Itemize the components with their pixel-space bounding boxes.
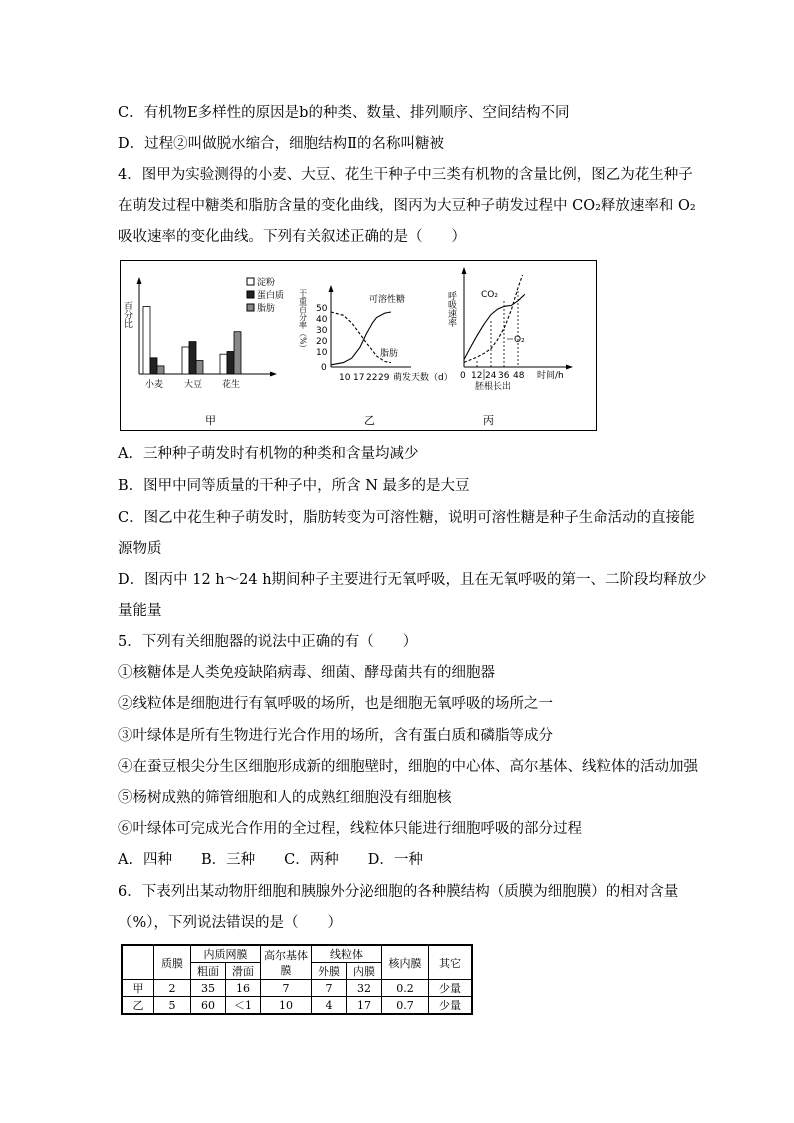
cell: 17 [347,997,382,1015]
statement-1: ①核糖体是人类免疫缺陷病毒、细菌、酵母菌共有的细胞器 [118,665,495,681]
caption-jia: 甲 [205,414,216,427]
cell: 少量 [429,997,473,1015]
yi-fat-label: 脂肪 [380,349,399,359]
yi-ytick-0: 0 [321,363,327,373]
th-zhimo: 质膜 [154,945,191,980]
cell: 16 [226,980,261,997]
cell: 0.2 [382,980,429,997]
bar-fat-0 [157,366,164,374]
bing-y-arrow [462,267,467,274]
bing-co2-curve [464,294,525,359]
option-b-q4: B．图甲中同等质量的干种子中，所含 N 最多的是大豆 [118,478,470,494]
jia-ylabel: 百分比 [122,301,132,328]
yi-sugar-label: 可溶性糖 [369,295,406,305]
jia-cat-0: 小麦 [145,380,164,390]
yi-ylabel: 干重百分率（%） [298,289,308,353]
th-gaoerji-text: 高尔基体膜 [264,948,308,977]
bing-xlabel: 时间/h [537,371,564,381]
bing-xtick-0: 0 [460,371,466,381]
option-a-q4: A．三种种子萌发时有机物的种类和含量均减少 [118,446,419,462]
bing-ylabel: 呼吸速率 [446,291,456,327]
yi-ytick-30: 30 [316,326,328,336]
caption-bing: 丙 [483,414,494,427]
th-neimo: 内膜 [347,963,382,980]
bing-xtick-36: 36 [498,371,510,381]
question-6-line-1: 6．下表列出某动物肝细胞和胰腺外分泌细胞的各种膜结构（质膜为细胞膜）的相对含量 [118,884,679,900]
legend-label-fat: 脂肪 [257,304,276,314]
figure-svg [121,261,598,432]
jia-cat-1: 大豆 [184,380,203,390]
question-4-line-1: 4．图甲为实验测得的小麦、大豆、花生干种子中三类有机物的含量比例，图乙为花生种子 [118,167,693,183]
bing-o2-curve [464,275,523,362]
bar-fat-1 [196,361,203,375]
cell: 少量 [429,980,473,997]
option-c-q4-line-1: C．图乙中花生种子萌发时，脂肪转变为可溶性糖，说明可溶性糖是种子生命活动的直接能 [118,510,695,526]
statement-5: ⑤杨树成熟的筛管细胞和人的成熟红细胞没有细胞核 [118,790,452,806]
bing-xtick-24: 24 [485,371,497,381]
bar-protein-1 [189,342,196,374]
cell: 2 [154,980,191,997]
statement-2: ②线粒体是细胞进行有氧呼吸的场所，也是细胞无氧呼吸的场所之一 [118,696,553,712]
th-waimo: 外膜 [312,963,347,980]
th-heneimo: 核内膜 [382,945,429,980]
table-row [122,997,472,1015]
bar-fat-2 [234,332,241,374]
option-d-q4-line-1: D．图丙中 12 h～24 h期间种子主要进行无氧呼吸，且在无氧呼吸的第一、二阶段均释放少 [118,572,707,588]
th-xianliti: 线粒体 [312,945,382,963]
yi-xtick-17: 17 [353,373,365,383]
cell: 10 [261,997,312,1015]
table-corner [122,945,154,980]
yi-ytick-40: 40 [316,315,328,325]
caption-yi: 乙 [364,414,375,427]
yi-xlabel: 萌发天数（d） [393,373,453,383]
th-cumian: 粗面 [191,963,226,980]
chart-bing [446,267,573,427]
bing-o2-label: O₂ [514,335,525,345]
bar-protein-0 [150,358,157,374]
th-qita: 其它 [429,945,473,980]
option-c-q4-line-2: 源物质 [118,541,162,557]
bing-xtick-48: 48 [513,371,525,381]
yi-y-arrow [329,285,334,292]
legend-label-protein: 蛋白质 [257,291,285,301]
statement-4: ④在蚕豆根尖分生区细胞形成新的细胞壁时，细胞的中心体、高尔基体、线粒体的活动加强 [118,759,698,775]
cell: 0.7 [382,997,429,1015]
bing-xtick-12: 12 [471,371,483,381]
figure-q4 [120,260,597,431]
statement-6: ⑥叶绿体可完成光合作用的全过程，线粒体只能进行细胞呼吸的部分过程 [118,821,582,837]
yi-xtick-10: 10 [339,373,351,383]
bar-starch-1 [182,347,189,374]
legend-swatch-starch [247,278,254,285]
table-header-row-1 [122,945,472,963]
option-d-q4-line-2: 量能量 [118,603,162,619]
cell: 32 [347,980,382,997]
option-d-q3: D．过程②叫做脱水缩合，细胞结构Ⅱ的名称叫糖被 [118,136,444,152]
yi-xtick-29: 29 [378,373,390,383]
th-neizhi: 内质网膜 [191,945,261,963]
yi-ytick-10: 10 [316,348,328,358]
jia-y-arrow [137,277,142,284]
statement-3: ③叶绿体是所有生物进行光合作用的场所，含有蛋白质和磷脂等成分 [118,728,553,744]
bar-protein-2 [227,352,234,375]
question-6-line-2: （%），下列说法错误的是（ ） [118,915,343,931]
cell: 60 [191,997,226,1015]
bar-starch-2 [220,354,227,374]
options-q5: A．四种 B．三种 C．两种 D．一种 [118,852,423,868]
bing-x-arrow [566,365,573,370]
row-label: 乙 [122,997,154,1015]
cell: 5 [154,997,191,1015]
legend-swatch-protein [247,291,254,298]
question-5: 5．下列有关细胞器的说法中正确的有（ ） [118,634,418,650]
th-huamian: 滑面 [226,963,261,980]
bing-note: 胚根长出 [475,382,512,392]
yi-ytick-20: 20 [316,337,328,347]
bar-starch-0 [143,307,150,375]
chart-yi [299,285,453,427]
row-label: 甲 [122,980,154,997]
yi-ytick-50: 50 [316,304,328,314]
legend-swatch-fat [247,304,254,311]
option-c-q3: C．有机物E多样性的原因是b的种类、数量、排列顺序、空间结构不同 [118,105,570,121]
cell: 4 [312,997,347,1015]
legend-label-starch: 淀粉 [257,278,276,288]
cell: 7 [261,980,312,997]
jia-x-arrow [270,372,277,377]
bing-co2-label: CO₂ [481,290,498,300]
yi-xtick-22: 22 [366,373,378,383]
question-4-line-3: 吸收速率的变化曲线。下列有关叙述正确的是（ ） [118,229,466,245]
membrane-table [121,944,473,1015]
cell: 7 [312,980,347,997]
cell: 35 [191,980,226,997]
th-gaoerji [261,945,312,980]
question-4-line-2: 在萌发过程中糖类和脂肪含量的变化曲线，图丙为大豆种子萌发过程中 CO₂释放速率和 O₂ [118,198,696,214]
cell: ＜1 [226,997,261,1015]
table-row [122,980,472,997]
chart-jia [122,276,284,427]
jia-cat-2: 花生 [222,380,241,390]
